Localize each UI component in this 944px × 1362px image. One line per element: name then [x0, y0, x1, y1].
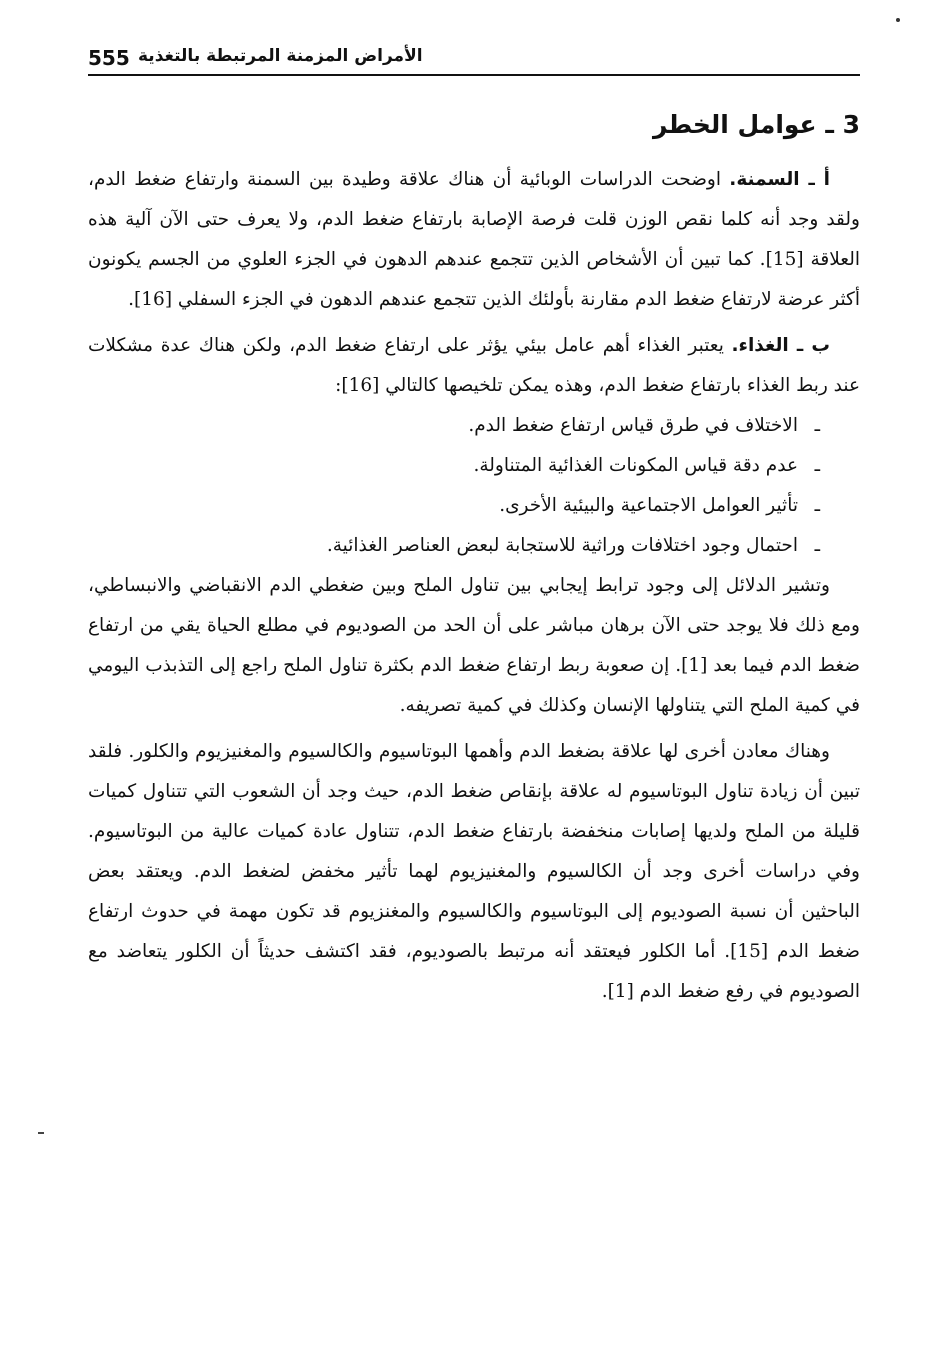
- diet-paragraph: [88, 326, 860, 406]
- obesity-label: أ ـ السمنة.: [729, 169, 830, 190]
- list-item: ـتأثير العوامل الاجتماعية والبيئية الأخرى.: [499, 495, 820, 516]
- problems-list: [88, 406, 860, 566]
- scan-speck: [896, 18, 900, 22]
- running-header: [88, 40, 860, 76]
- salt-paragraph: [88, 566, 860, 726]
- diet-text: يعتبر الغذاء أهم عامل بيئي يؤثر على ارتفاع ضغط الدم، ولكن هناك عدة مشكلات عند ربط الغذاء بارتفاع ضغط الدم، وهذه يمكن تلخيصها كالتالي [16]:: [88, 335, 860, 396]
- list-item: ـاحتمال وجود اختلافات وراثية للاستجابة لبعض العناصر الغذائية.: [326, 535, 820, 556]
- obesity-paragraph: [88, 160, 860, 320]
- running-title: الأمراض المزمنة المرتبطة بالتغذية: [138, 46, 423, 66]
- page-number: 555: [88, 46, 130, 70]
- list-item: ـعدم دقة قياس المكونات الغذائية المتناولة.: [473, 455, 820, 476]
- body-text: [88, 160, 860, 1012]
- list-item: ـالاختلاف في طرق قياس ارتفاع ضغط الدم.: [468, 415, 820, 436]
- scan-mark: [38, 1132, 44, 1134]
- minerals-paragraph: [88, 732, 860, 1012]
- obesity-text: اوضحت الدراسات الوبائية أن هناك علاقة وطيدة بين السمنة وارتفاع ضغط الدم، ولقد وجد أنه كلما نقص الوزن قلت فرصة الإصابة بارتفاع ضغط الدم، ولا يعرف حتى الآن آلية هذه العلاقة [15]. كما تبين أن الأشخاص الذين تتجمع عندهم الدهون في الجزء العلوي من الجسم يكونون أكثر عرضة لارتفاع ضغط الدم مقارنة بأولئك الذين تتجمع عندهم الدهون في الجزء السفلي [16].: [88, 169, 860, 310]
- minerals-text: وهناك معادن أخرى لها علاقة بضغط الدم وأهمها البوتاسيوم والكالسيوم والمغنيزيوم والكلور. فلقد تبين أن زيادة تناول البوتاسيوم له علاقة بإنقاص ضغط الدم، حيث وجد أن الشعوب التي تتناول كميات قليلة من الملح ولديها إصابات منخفضة بارتفاع ضغط الدم، تتناول عادة كميات عالية من البوتاسيوم. وفي دراسات أخرى وجد أن الكالسيوم والمغنيزيوم لهما تأثير مخفض لضغط الدم. ويعتقد بعض الباحثين أن نسبة الصوديوم إلى البوتاسيوم والكالسيوم والمغنزيوم قد تكون مهمة في حدوث ارتفاع ضغط الدم [15]. أما الكلور فيعتقد أنه مرتبط بالصوديوم، فقد اكتشف حديثاً أن الكلور يتعاضد مع الصوديوم في رفع ضغط الدم [1].: [88, 741, 860, 1002]
- diet-label: ب ـ الغذاء.: [731, 335, 830, 356]
- section-heading: 3 ـ عوامل الخطر: [652, 110, 860, 139]
- salt-text: وتشير الدلائل إلى وجود ترابط إيجابي بين تناول الملح وبين ضغطي الدم الانقباضي والانبساطي، ومع ذلك فلا يوجد حتى الآن برهان مباشر على أن الحد من الصوديوم في مطلع الحياة يقي من ارتفاع ضغط الدم فيما بعد [1]. إن صعوبة ربط ارتفاع ضغط الدم بكثرة تناول الملح راجع إلى التذبذب اليومي في كمية الملح التي يتناولها الإنسان وكذلك في كمية تصريفه.: [88, 575, 861, 716]
